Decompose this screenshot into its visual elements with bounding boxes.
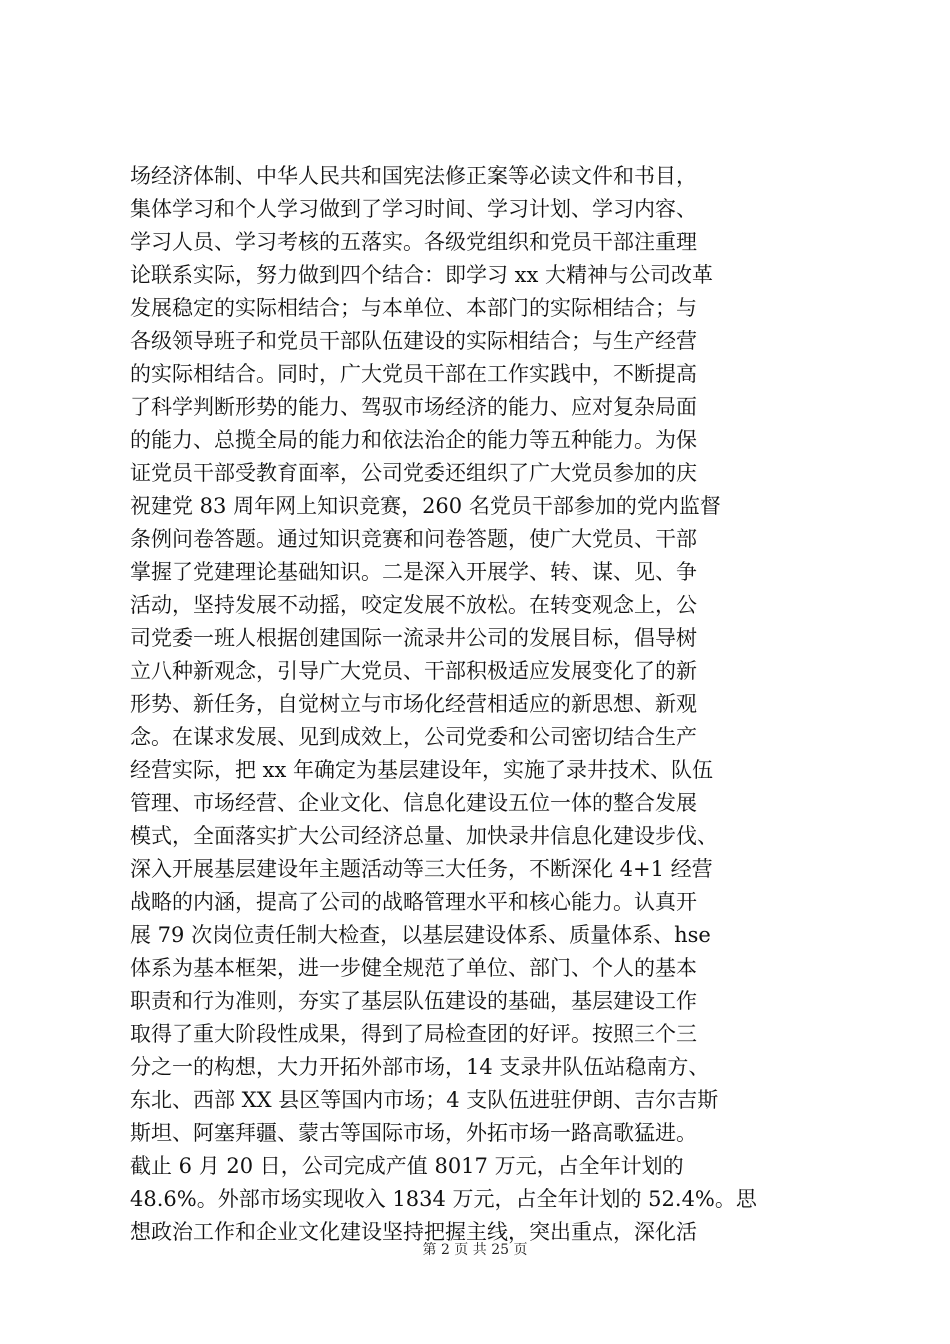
- text-line: 管理、市场经营、企业文化、信息化建设五位一体的整合发展: [130, 791, 697, 815]
- text-line: 48.6%。外部市场实现收入 1834 万元，占全年计划的 52.4%。思: [130, 1187, 757, 1211]
- text-line: 念。在谋求发展、见到成效上，公司党委和公司密切结合生产: [130, 725, 697, 749]
- text-line: 的能力、总揽全局的能力和依法治企的能力等五种能力。为保: [130, 428, 697, 452]
- text-line: 职责和行为准则，夯实了基层队伍建设的基础，基层建设工作: [130, 989, 697, 1013]
- text-line: 东北、西部 XX 县区等国内市场；4 支队伍进驻伊朗、吉尔吉斯: [130, 1088, 719, 1112]
- body-text: [130, 160, 830, 1249]
- text-line: 证党员干部受教育面率，公司党委还组织了广大党员参加的庆: [130, 461, 697, 485]
- text-line: 祝建党 83 周年网上知识竞赛，260 名党员干部参加的党内监督: [130, 494, 721, 518]
- text-line: 想政治工作和企业文化建设坚持把握主线，突出重点，深化活: [130, 1220, 697, 1244]
- text-line: 战略的内涵，提高了公司的战略管理水平和核心能力。认真开: [130, 890, 697, 914]
- text-line: 立八种新观念，引导广大党员、干部积极适应发展变化了的新: [130, 659, 697, 683]
- text-line: 掌握了党建理论基础知识。二是深入开展学、转、谋、见、争: [130, 560, 697, 584]
- text-line: 了科学判断形势的能力、驾驭市场经济的能力、应对复杂局面: [130, 395, 697, 419]
- text-line: 集体学习和个人学习做到了学习时间、学习计划、学习内容、: [130, 197, 697, 221]
- text-line: 体系为基本框架，进一步健全规范了单位、部门、个人的基本: [130, 956, 697, 980]
- text-line: 斯坦、阿塞拜疆、蒙古等国际市场，外拓市场一路高歌猛进。: [130, 1121, 697, 1145]
- text-line: 形势、新任务，自觉树立与市场化经营相适应的新思想、新观: [130, 692, 697, 716]
- text-line: 的实际相结合。同时，广大党员干部在工作实践中，不断提高: [130, 362, 697, 386]
- text-line: 深入开展基层建设年主题活动等三大任务，不断深化 4+1 经营: [130, 857, 713, 881]
- text-line: 取得了重大阶段性成果，得到了局检查团的好评。按照三个三: [130, 1022, 697, 1046]
- text-line: 分之一的构想，大力开拓外部市场，14 支录井队伍站稳南方、: [130, 1055, 710, 1079]
- text-line: 活动，坚持发展不动摇，咬定发展不放松。在转变观念上，公: [130, 593, 697, 617]
- text-line: 展 79 次岗位责任制大检查，以基层建设体系、质量体系、hse: [130, 923, 711, 947]
- text-line: 模式，全面落实扩大公司经济总量、加快录井信息化建设步伐、: [130, 824, 718, 848]
- text-line: 论联系实际，努力做到四个结合：即学习 xx 大精神与公司改革: [130, 263, 714, 287]
- text-line: 学习人员、学习考核的五落实。各级党组织和党员干部注重理: [130, 230, 697, 254]
- text-line: 发展稳定的实际相结合；与本单位、本部门的实际相结合；与: [130, 296, 697, 320]
- text-line: 截止 6 月 20 日，公司完成产值 8017 万元，占全年计划的: [130, 1154, 684, 1178]
- page-footer: 第 2 页 共 25 页: [422, 1242, 528, 1258]
- text-line: 场经济体制、中华人民共和国宪法修正案等必读文件和书目，: [130, 164, 697, 188]
- text-line: 经营实际，把 xx 年确定为基层建设年，实施了录井技术、队伍: [130, 758, 714, 782]
- text-line: 条例问卷答题。通过知识竞赛和问卷答题，使广大党员、干部: [130, 527, 697, 551]
- text-line: 司党委一班人根据创建国际一流录井公司的发展目标，倡导树: [130, 626, 697, 650]
- text-line: 各级领导班子和党员干部队伍建设的实际相结合；与生产经营: [130, 329, 697, 353]
